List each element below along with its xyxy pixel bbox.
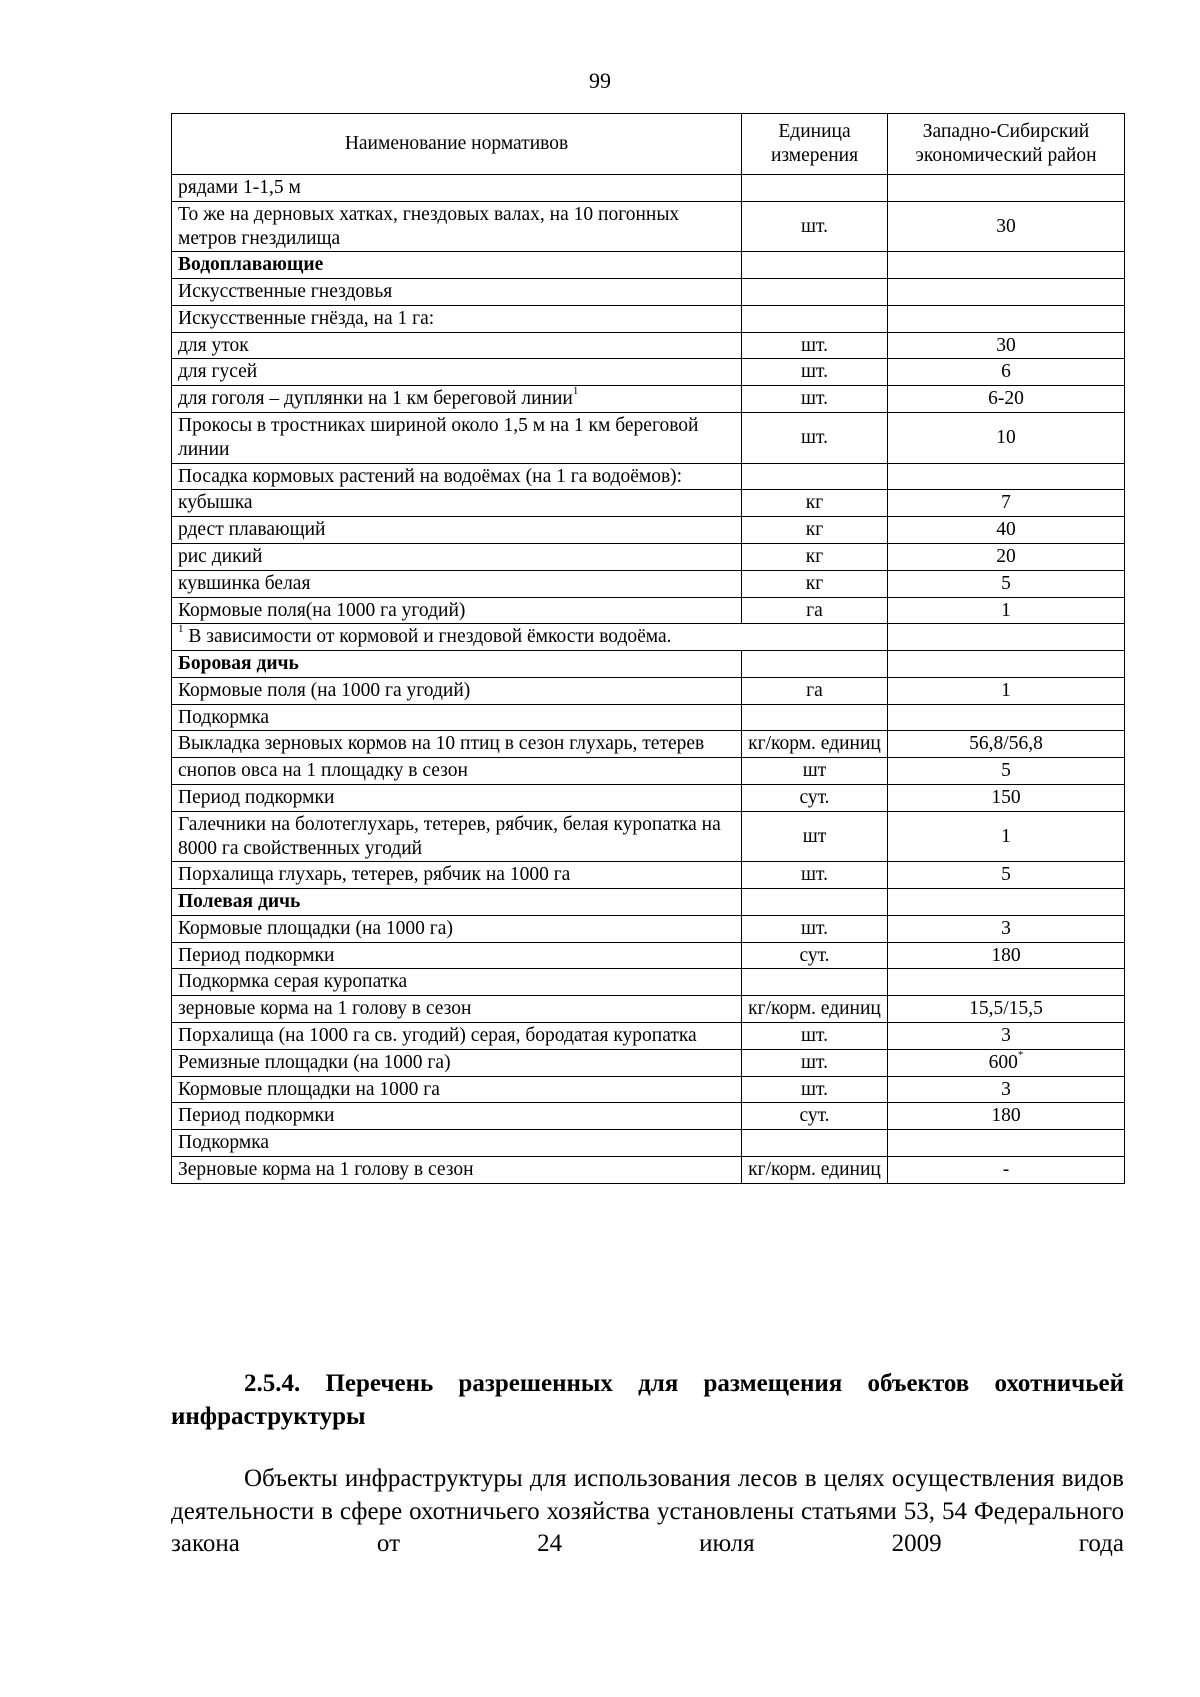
value-text: 1 xyxy=(1001,679,1011,701)
name-cell xyxy=(172,811,742,862)
table-row xyxy=(172,463,1125,490)
name-text: Порхалища глухарь, тетерев, рябчик на 1000 га xyxy=(178,864,571,886)
name-text: Кормовые площадки на 1000 га xyxy=(178,1078,440,1100)
unit-cell: кг/корм. единиц xyxy=(742,996,888,1023)
name-text: Зерновые корма на 1 голову в сезон xyxy=(178,1158,474,1180)
value-cell xyxy=(888,651,1125,678)
table-row xyxy=(172,1023,1125,1050)
value-text: 30 xyxy=(996,215,1016,237)
value-cell xyxy=(888,305,1125,332)
value-cell xyxy=(888,996,1125,1023)
table-row xyxy=(172,201,1125,252)
unit-cell: шт. xyxy=(742,386,888,413)
name-cell xyxy=(172,201,742,252)
name-cell xyxy=(172,758,742,785)
unit-cell: шт xyxy=(742,758,888,785)
header-name: Наименование нормативов xyxy=(172,114,742,175)
name-text: для гоголя – дуплянки на 1 км береговой линии xyxy=(178,388,573,410)
unit-cell: шт. xyxy=(742,201,888,252)
table-row xyxy=(172,386,1125,413)
name-text: для гусей xyxy=(178,361,258,383)
table-row xyxy=(172,543,1125,570)
name-text: Прокосы в тростниках шириной около 1,5 м на 1 км береговой линии xyxy=(178,415,699,460)
name-text: рдест плавающий xyxy=(178,519,326,541)
section-heading: 2.5.4. Перечень разрешенных для размещения объектов охотничьей инфраструктуры xyxy=(171,1370,1124,1430)
value-cell xyxy=(888,969,1125,996)
value-cell xyxy=(888,915,1125,942)
value-cell xyxy=(888,570,1125,597)
footnote-text: В зависимости от кормовой и гнездовой ёмкости водоёма. xyxy=(183,626,672,648)
value-text: 56,8/56,8 xyxy=(969,733,1043,755)
name-cell xyxy=(172,597,742,624)
unit-cell: шт. xyxy=(742,413,888,464)
name-cell xyxy=(172,1130,742,1157)
value-cell xyxy=(888,1049,1125,1076)
name-text: Посадка кормовых растений на водоёмах (на 1 га водоёмов): xyxy=(178,465,683,487)
value-cell xyxy=(888,490,1125,517)
value-cell xyxy=(888,597,1125,624)
name-cell xyxy=(172,570,742,597)
table-row xyxy=(172,942,1125,969)
name-cell xyxy=(172,784,742,811)
name-cell xyxy=(172,543,742,570)
value-cell xyxy=(888,359,1125,386)
footnote-cell xyxy=(172,624,888,651)
name-text: Выкладка зерновых кормов на 10 птиц в сезон глухарь, тетерев xyxy=(178,733,705,755)
asterisk-marker: * xyxy=(1017,1048,1024,1061)
name-cell xyxy=(172,517,742,544)
name-cell xyxy=(172,175,742,202)
name-text: Период подкормки xyxy=(178,786,335,808)
name-text: Искусственные гнездовья xyxy=(178,281,393,303)
unit-cell: шт. xyxy=(742,862,888,889)
value-text: 180 xyxy=(991,1105,1021,1127)
table-row xyxy=(172,570,1125,597)
table-row xyxy=(172,1130,1125,1157)
table-row xyxy=(172,517,1125,544)
name-cell xyxy=(172,279,742,306)
unit-cell: сут. xyxy=(742,1103,888,1130)
name-cell xyxy=(172,332,742,359)
name-cell xyxy=(172,1049,742,1076)
name-cell xyxy=(172,252,742,279)
value-cell xyxy=(888,811,1125,862)
unit-cell: га xyxy=(742,597,888,624)
value-cell xyxy=(888,175,1125,202)
name-cell xyxy=(172,1156,742,1183)
name-text: кубышка xyxy=(178,492,253,514)
value-cell xyxy=(888,201,1125,252)
name-text: Кормовые поля(на 1000 га угодий) xyxy=(178,599,466,621)
name-text: снопов овса на 1 площадку в сезон xyxy=(178,760,468,782)
value-text: 5 xyxy=(1001,864,1011,886)
unit-cell: сут. xyxy=(742,784,888,811)
value-cell xyxy=(888,1023,1125,1050)
value-cell xyxy=(888,889,1125,916)
table-row xyxy=(172,305,1125,332)
unit-cell xyxy=(742,889,888,916)
value-cell xyxy=(888,624,1125,651)
footnote-marker: 1 xyxy=(572,385,579,398)
name-text: Искусственные гнёзда, на 1 га: xyxy=(178,307,435,329)
value-cell xyxy=(888,252,1125,279)
table-row xyxy=(172,731,1125,758)
table-row xyxy=(172,332,1125,359)
unit-cell: кг xyxy=(742,490,888,517)
name-cell xyxy=(172,942,742,969)
value-cell xyxy=(888,543,1125,570)
name-cell xyxy=(172,1076,742,1103)
unit-cell xyxy=(742,175,888,202)
table-row xyxy=(172,1049,1125,1076)
value-text: 3 xyxy=(1001,1025,1011,1046)
unit-cell xyxy=(742,1130,888,1157)
name-text: Кормовые поля (на 1000 га угодий) xyxy=(178,679,471,701)
name-text: рядами 1-1,5 м xyxy=(178,177,301,198)
name-text: Боровая дичь xyxy=(178,653,299,675)
name-text: Галечники на болотеглухарь, тетерев, рябчик, белая куропатка на 8000 га свойственных угодий xyxy=(178,813,721,859)
name-text: Подкормка xyxy=(178,1132,270,1154)
table-row xyxy=(172,915,1125,942)
value-text: 6-20 xyxy=(988,388,1024,410)
unit-cell xyxy=(742,252,888,279)
value-text: 30 xyxy=(996,334,1016,356)
unit-cell: га xyxy=(742,677,888,704)
name-cell xyxy=(172,731,742,758)
table-row xyxy=(172,969,1125,996)
value-text: 6 xyxy=(1001,361,1011,383)
name-cell xyxy=(172,969,742,996)
value-text: - xyxy=(1002,1158,1010,1180)
table-row xyxy=(172,1076,1125,1103)
name-cell xyxy=(172,1103,742,1130)
name-cell xyxy=(172,463,742,490)
name-cell xyxy=(172,305,742,332)
unit-cell: сут. xyxy=(742,942,888,969)
value-cell xyxy=(888,677,1125,704)
name-text: Порхалища (на 1000 га св. угодий) серая, бородатая куропатка xyxy=(178,1025,697,1046)
value-text: 1 xyxy=(1001,599,1011,621)
value-cell xyxy=(888,1156,1125,1183)
value-text: 5 xyxy=(1001,572,1011,594)
unit-cell: кг xyxy=(742,543,888,570)
unit-cell: кг/корм. единиц xyxy=(742,1156,888,1183)
value-text: 10 xyxy=(996,426,1016,448)
value-text: 1 xyxy=(1001,825,1011,847)
section-row xyxy=(172,889,1125,916)
unit-cell xyxy=(742,279,888,306)
value-text: 180 xyxy=(991,944,1021,966)
name-cell xyxy=(172,677,742,704)
table-body xyxy=(172,175,1125,1184)
table-row xyxy=(172,811,1125,862)
name-text: Подкормка серая куропатка xyxy=(178,971,408,993)
unit-cell: шт. xyxy=(742,1076,888,1103)
page-number: 99 xyxy=(589,68,611,93)
value-cell xyxy=(888,704,1125,731)
unit-cell xyxy=(742,704,888,731)
value-text: 7 xyxy=(1001,492,1011,514)
table-row xyxy=(172,175,1125,202)
name-text: кувшинка белая xyxy=(178,572,311,594)
table-row xyxy=(172,1103,1125,1130)
table-row xyxy=(172,758,1125,785)
name-cell xyxy=(172,915,742,942)
value-cell xyxy=(888,386,1125,413)
name-cell xyxy=(172,359,742,386)
unit-cell xyxy=(742,651,888,678)
unit-cell: шт. xyxy=(742,1023,888,1050)
unit-cell xyxy=(742,463,888,490)
table-row xyxy=(172,1156,1125,1183)
name-cell xyxy=(172,490,742,517)
body-paragraph: Объекты инфраструктуры для использования лесов в целях осуществления видов деятельности в сфере охотничьего хозяйства установлены статьями 53, 54 Федерального закона от 24 июля 2009 года xyxy=(171,1465,1124,1557)
value-cell xyxy=(888,413,1125,464)
table-row xyxy=(172,359,1125,386)
name-cell xyxy=(172,889,742,916)
table-row xyxy=(172,490,1125,517)
name-text: Водоплавающие xyxy=(178,254,324,276)
unit-cell: шт. xyxy=(742,1049,888,1076)
value-cell xyxy=(888,942,1125,969)
value-cell xyxy=(888,1130,1125,1157)
name-text: Кормовые площадки (на 1000 га) xyxy=(178,917,453,939)
name-cell xyxy=(172,386,742,413)
value-cell xyxy=(888,784,1125,811)
unit-cell xyxy=(742,969,888,996)
value-text: 20 xyxy=(996,545,1016,567)
name-cell xyxy=(172,996,742,1023)
unit-cell: шт. xyxy=(742,915,888,942)
value-cell xyxy=(888,1103,1125,1130)
name-text: Период подкормки xyxy=(178,1105,335,1127)
table-row xyxy=(172,597,1125,624)
name-text: Полевая дичь xyxy=(178,891,301,913)
name-cell xyxy=(172,651,742,678)
table-row xyxy=(172,784,1125,811)
footnote-marker: 1 xyxy=(178,623,184,636)
value-cell xyxy=(888,862,1125,889)
name-cell xyxy=(172,1023,742,1050)
name-text: рис дикий xyxy=(178,545,263,567)
header-region: Западно-Сибирский экономический район xyxy=(888,114,1125,175)
name-text: Ремизные площадки (на 1000 га) xyxy=(178,1051,451,1073)
unit-cell: шт. xyxy=(742,332,888,359)
value-cell xyxy=(888,279,1125,306)
name-cell xyxy=(172,704,742,731)
value-cell xyxy=(888,463,1125,490)
name-text: Подкормка xyxy=(178,706,270,728)
table-row xyxy=(172,704,1125,731)
unit-cell: кг xyxy=(742,570,888,597)
unit-cell: шт. xyxy=(742,359,888,386)
table-header-row xyxy=(172,114,1125,175)
name-cell xyxy=(172,862,742,889)
value-cell xyxy=(888,1076,1125,1103)
section-row xyxy=(172,651,1125,678)
name-text: Период подкормки xyxy=(178,944,335,966)
section-row xyxy=(172,252,1125,279)
value-cell xyxy=(888,332,1125,359)
value-text: 40 xyxy=(996,519,1016,541)
value-text: 150 xyxy=(991,786,1021,808)
table-row xyxy=(172,413,1125,464)
unit-cell: кг xyxy=(742,517,888,544)
table-row xyxy=(172,862,1125,889)
table-row xyxy=(172,996,1125,1023)
value-cell xyxy=(888,517,1125,544)
value-cell xyxy=(888,731,1125,758)
name-text: для уток xyxy=(178,334,249,356)
value-text: 3 xyxy=(1001,917,1011,939)
unit-cell: кг/корм. единиц xyxy=(742,731,888,758)
name-text: То же на дерновых хатках, гнездовых валах, на 10 погонных метров гнездилища xyxy=(178,203,680,249)
value-text: 15,5/15,5 xyxy=(969,998,1043,1020)
name-cell xyxy=(172,413,742,464)
value-text: 600 xyxy=(988,1051,1018,1073)
name-text: зерновые корма на 1 голову в сезон xyxy=(178,998,472,1020)
value-cell xyxy=(888,758,1125,785)
table-row xyxy=(172,279,1125,306)
table-row xyxy=(172,677,1125,704)
value-text: 3 xyxy=(1001,1078,1011,1100)
header-unit: Единица измерения xyxy=(742,114,888,175)
value-text: 5 xyxy=(1001,760,1011,782)
unit-cell: шт xyxy=(742,811,888,862)
unit-cell xyxy=(742,305,888,332)
footnote-row xyxy=(172,624,1125,651)
norms-table xyxy=(171,113,1125,1184)
